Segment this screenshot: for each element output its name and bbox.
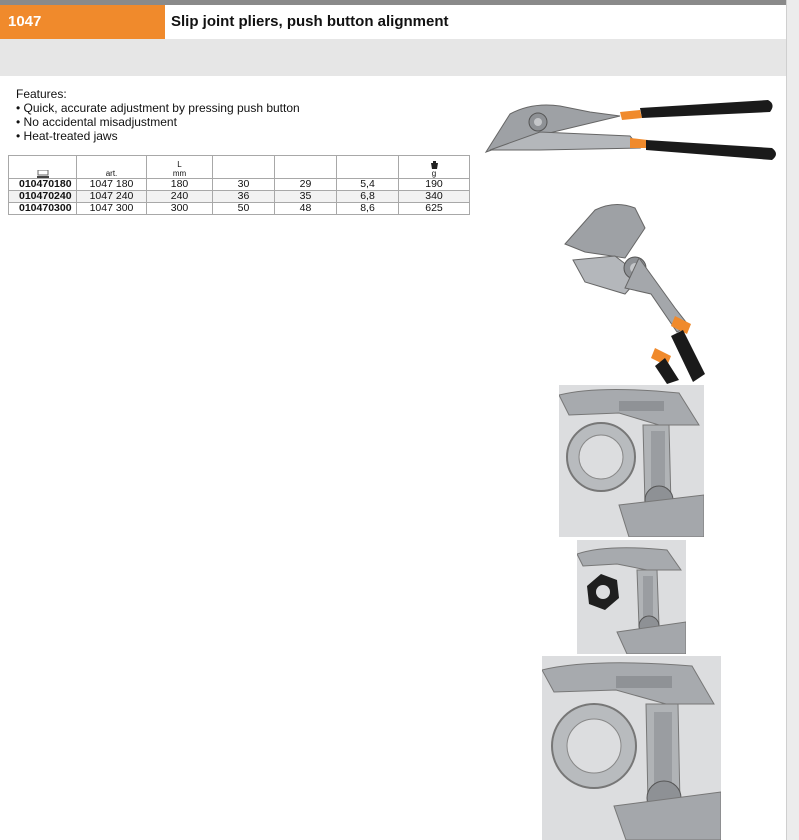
length-unit: mm (172, 169, 187, 178)
col-header-4 (213, 156, 275, 179)
cell-code: 010470180 (9, 179, 77, 191)
page-title: Slip joint pliers, push button alignment (165, 5, 786, 39)
cell-c6: 5,4 (337, 179, 399, 191)
spec-table (8, 155, 470, 215)
cell-code: 010470240 (9, 191, 77, 203)
header-band (0, 39, 786, 76)
col-header-art: art. (77, 156, 147, 179)
cell-c6: 8,6 (337, 203, 399, 215)
cell-mm: 240 (147, 191, 213, 203)
cell-weight: 190 (399, 179, 470, 191)
cell-c5: 35 (275, 191, 337, 203)
col-header-6 (337, 156, 399, 179)
cell-c4: 30 (213, 179, 275, 191)
col-header-length (147, 156, 213, 179)
cell-c4: 50 (213, 203, 275, 215)
col-header-weight (399, 156, 470, 179)
table-row (9, 191, 470, 203)
scrollbar[interactable] (786, 0, 799, 840)
table-header-row (9, 156, 470, 179)
cell-c5: 48 (275, 203, 337, 215)
features-list (16, 87, 300, 143)
barcode-icon (37, 170, 49, 178)
cell-art: 1047 300 (77, 203, 147, 215)
cell-code: 010470300 (9, 203, 77, 215)
feature-item: • Quick, accurate adjustment by pressing push button (16, 101, 300, 115)
cell-mm: 180 (147, 179, 213, 191)
col-header-5 (275, 156, 337, 179)
pliers-side-photo (480, 92, 780, 172)
pliers-ring-large-photo (542, 656, 721, 840)
cell-weight: 625 (399, 203, 470, 215)
pliers-angled-photo (555, 198, 715, 384)
col-header-code (9, 156, 77, 179)
length-symbol: L (177, 160, 182, 169)
table-row (9, 179, 470, 191)
cell-weight: 340 (399, 191, 470, 203)
pliers-ring-closeup-photo (559, 385, 704, 537)
cell-mm: 300 (147, 203, 213, 215)
cell-c5: 29 (275, 179, 337, 191)
feature-item: • Heat-treated jaws (16, 129, 118, 143)
cell-c4: 36 (213, 191, 275, 203)
weight-icon (431, 161, 438, 169)
features-heading: Features: (16, 87, 67, 101)
table-row (9, 203, 470, 215)
cell-art: 1047 180 (77, 179, 147, 191)
cell-c6: 6,8 (337, 191, 399, 203)
product-code-badge: 1047 (0, 5, 165, 39)
pliers-nut-closeup-photo (577, 540, 686, 654)
weight-unit: g (431, 169, 437, 178)
feature-item: • No accidental misadjustment (16, 115, 177, 129)
cell-art: 1047 240 (77, 191, 147, 203)
